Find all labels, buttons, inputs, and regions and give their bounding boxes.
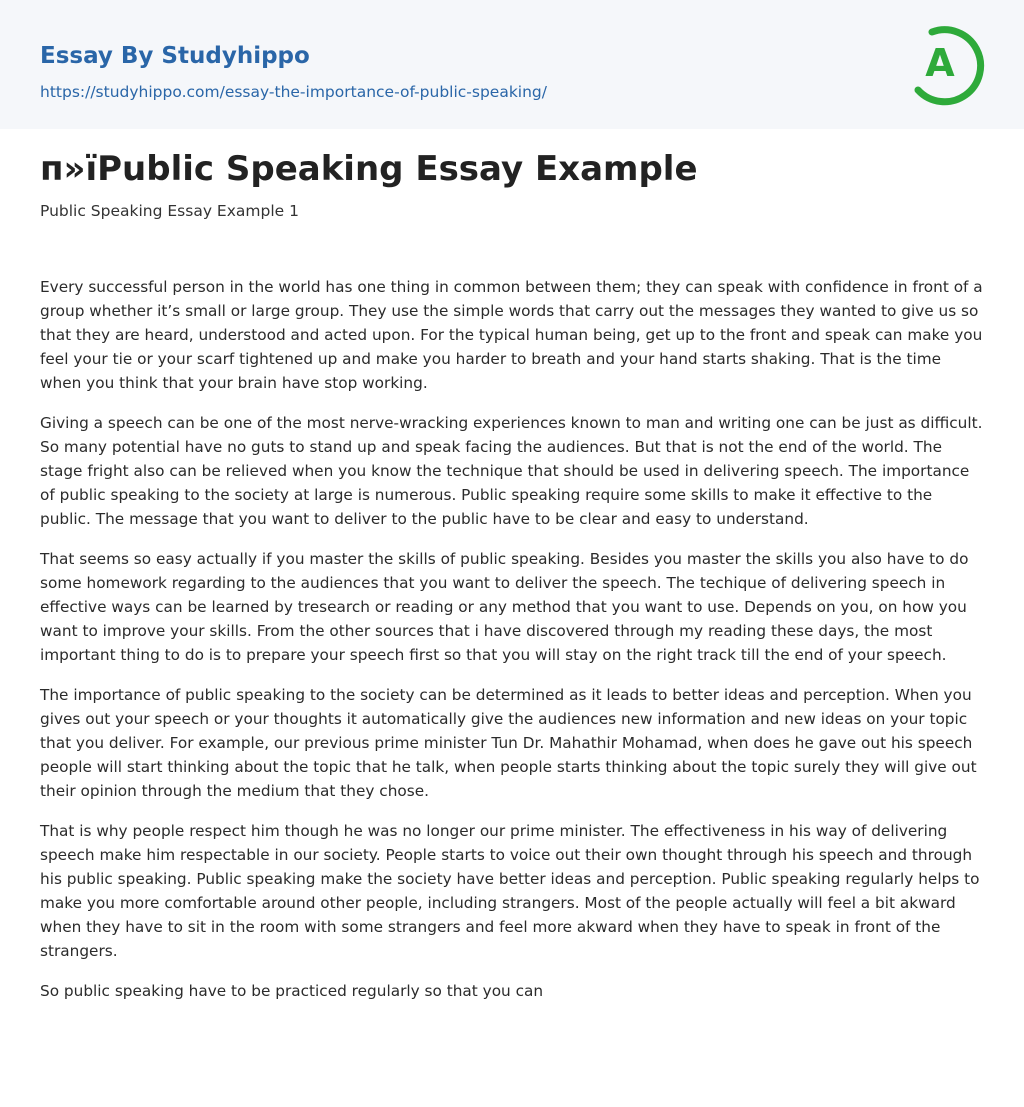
studyhippo-logo-icon[interactable]	[910, 18, 988, 106]
essay-body	[40, 275, 984, 1003]
page-subtitle: Public Speaking Essay Example 1	[40, 202, 299, 220]
essay-paragraph: That is why people respect him though he was no longer our prime minister. The effectiveness in his way of delivering speech make him respectable in our society. People starts to voice out their own thought through his speech and through his public speaking. Public speaking make the society have better ideas and perception. Public speaking regularly helps to make you more comfortable around other people, including strangers. Most of the people actually will feel a bit akward when they have to sit in the room with some strangers and feel more akward when they have to speak in front of the strangers.	[40, 822, 980, 960]
article	[0, 151, 1024, 1003]
page-title: п»їPublic Speaking Essay Example	[40, 149, 698, 189]
essay-paragraph: That seems so easy actually if you master the skills of public speaking. Besides you master the skills you also have to do some homework regarding to the audiences that you want to deliver the speech. The techique of delivering speech in effective ways can be learned by tresearch or reading or any method that you want to use. Depends on you, on how you want to improve your skills. From the other sources that i have discovered through my reading these days, the most important thing to do is to prepare your speech first so that you will stay on the right track till the end of your speech.	[40, 550, 969, 664]
essay-paragraph: So public speaking have to be practiced regularly so that you can	[40, 982, 544, 1000]
essay-paragraph: Giving a speech can be one of the most nerve-wracking experiences known to man and writing one can be just as difficult. So many potential have no guts to stand up and speak facing the audiences. But that is not the end of the world. The stage fright also can be relieved when you know the technique that should be used in delivering speech. The importance of public speaking to the society at large is numerous. Public speaking require some skills to make it effective to the public. The message that you want to deliver to the public have to be clear and easy to understand.	[40, 414, 983, 528]
essay-paragraph: The importance of public speaking to the society can be determined as it leads to better ideas and perception. When you gives out your speech or your thoughts it automatically give the audiences new information and new ideas on your topic that you deliver. For example, our previous prime minister Tun Dr. Mahathir Mohamad, when does he gave out his speech people will start thinking about the topic that he talk, when people starts thinking about the topic surely they will give out their opinion through the medium that they chose.	[40, 686, 977, 800]
logo-letter: A	[925, 41, 955, 85]
essay-paragraph: Every successful person in the world has one thing in common between them; they can speak with confidence in front of a group whether it’s small or large group. They use the simple words that carry out the messages they wanted to give us so that they are heard, understood and acted upon. For the typical human being, get up to the front and speak can make you feel your tie or your scarf tightened up and make you harder to breath and your hand starts shaking. That is the time when you think that your brain have stop working.	[40, 278, 983, 392]
site-brand[interactable]: Essay By Studyhippo	[40, 43, 310, 69]
site-header	[0, 0, 1024, 129]
essay-url-link[interactable]: https://studyhippo.com/essay-the-importance-of-public-speaking/	[40, 83, 547, 101]
